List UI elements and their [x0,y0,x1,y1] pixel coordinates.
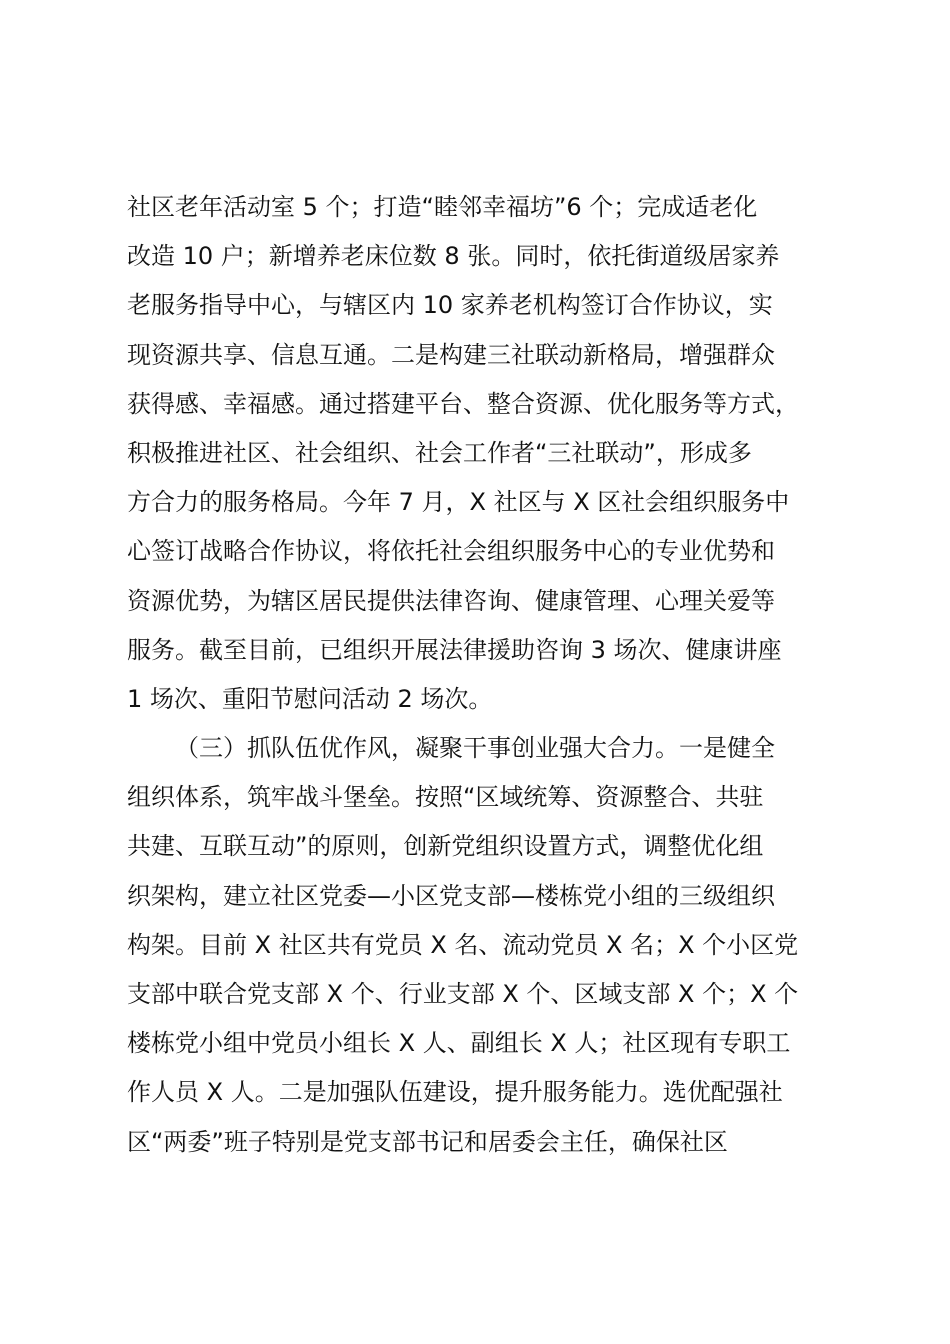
text-line: 区“两委”班子特别是党支部书记和居委会主任，确保社区 [127,1127,728,1156]
text-line: 作人员 X 人。二是加强队伍建设，提升服务能力。选优配强社 [127,1078,783,1107]
text-line: 资源优势，为辖区居民提供法律咨询、健康管理、心理关爱等 [127,586,775,615]
body-text [127,183,847,1167]
text-line: 支部中联合党支部 X 个、行业支部 X 个、区域支部 X 个；X 个 [127,980,799,1008]
text-line: 老服务指导中心，与辖区内 10 家养老机构签订合作协议，实 [127,291,773,320]
text-line: 改造 10 户；新增养老床位数 8 张。同时，依托街道级居家养 [127,242,780,271]
text-line: 组织体系，筑牢战斗堡垒。按照“区域统筹、资源整合、共驻 [127,783,764,812]
text-line: 1 场次、重阳节慰问活动 2 场次。 [127,684,493,713]
text-line: 织架构，建立社区党委—小区党支部—楼栋党小组的三级组织 [127,881,775,910]
text-line: 心签订战略合作协议，将依托社会组织服务中心的专业优势和 [127,537,775,566]
text-line: 共建、互联互动”的原则，创新党组织设置方式，调整优化组 [127,832,764,861]
text-line: 楼栋党小组中党员小组长 X 人、副组长 X 人；社区现有专职工 [127,1029,791,1058]
text-line: 获得感、幸福感。通过搭建平台、整合资源、优化服务等方式， [127,389,799,418]
text-line: 服务。截至目前，已组织开展法律援助咨询 3 场次、健康讲座 [127,635,782,664]
text-line: 社区老年活动室 5 个；打造“睦邻幸福坊”6 个；完成适老化 [127,193,758,221]
text-line: 积极推进社区、社会组织、社会工作者“三社联动”，形成多 [127,438,752,467]
text-line: 现资源共享、信息互通。二是构建三社联动新格局，增强群众 [127,340,775,369]
section-heading-line: （三）抓队伍优作风，凝聚干事创业强大合力。一是健全 [175,734,775,763]
text-line: 构架。目前 X 社区共有党员 X 名、流动党员 X 名；X 个小区党 [127,930,799,959]
text-line: 方合力的服务格局。今年 7 月，X 社区与 X 区社会组织服务中 [127,488,790,517]
